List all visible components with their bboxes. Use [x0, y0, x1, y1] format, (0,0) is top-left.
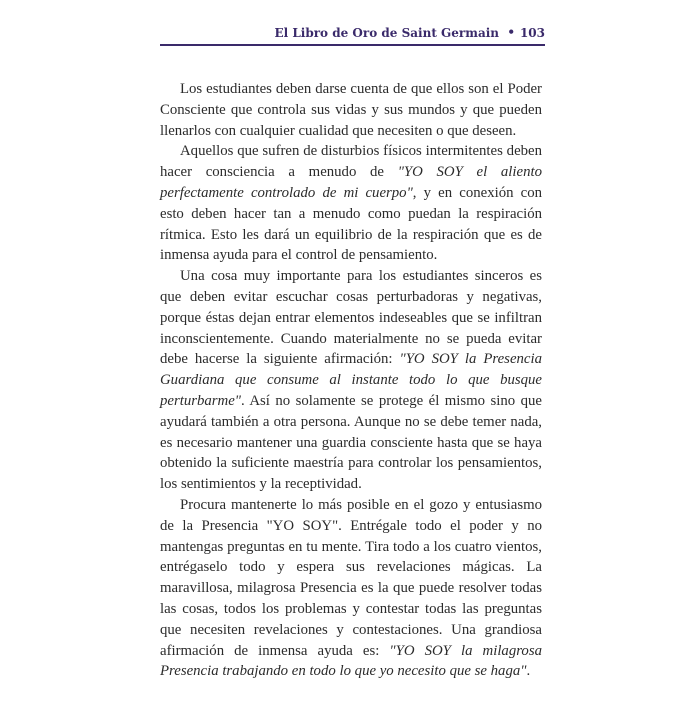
- paragraph-4: [160, 495, 542, 682]
- paragraph-3-before: Una cosa muy importante para los estudiantes sinceros es que deben evitar escuchar cosas perturbadoras y negativas, porque éstas dejan entrar elementos indeseables que se infiltran inconscientemente. Cuando materialmente no se pueda evitar debe hacerse la siguiente afirmación:: [160, 268, 542, 368]
- paragraph-1: [160, 79, 542, 141]
- body-text: [160, 79, 542, 682]
- running-header: [160, 22, 545, 46]
- paragraph-2-affirmation: "YO SOY el aliento perfectamente controlado de mi cuerpo": [160, 164, 542, 201]
- paragraph-2: [160, 141, 542, 266]
- paragraph-3: [160, 266, 542, 495]
- paragraph-2-after: , y en conexión con esto deben hacer tan a menudo como puedan la respiración rítmica. Esto les dará un equilibrio de la respiración que es de inmensa ayuda para el control de pensamiento.: [160, 184, 542, 264]
- paragraph-2-before: Aquellos que sufren de disturbios físicos intermitentes deben hacer consciencia a menudo de: [160, 143, 542, 181]
- paragraph-3-affirmation: "YO SOY la Presencia Guardiana que consume al instante todo lo que busque perturbarme": [160, 351, 542, 409]
- header-separator: •: [507, 25, 515, 39]
- paragraph-4-before: Procura mantenerte lo más posible en el gozo y entusiasmo de la Presencia "YO SOY". Entrégale todo el poder y no mantengas preguntas en tu mente. Tira todo a los cuatro vientos, entrégaselo todo y espera sus revelaciones mágicas. La maravillosa, milagrosa Presencia es la que puede resolver todas las cosas, todos los problemas y contestar todas las preguntas que necesiten revelaciones y contestaciones. Una grandiosa afirmación de inmensa ayuda es:: [160, 496, 542, 659]
- page-number: 103: [519, 26, 545, 40]
- paragraph-4-affirmation: "YO SOY la milagrosa Presencia trabajando en todo lo que yo necesito que se haga": [160, 642, 542, 680]
- running-title: El Libro de Oro de Saint Germain: [274, 26, 499, 40]
- paragraph-4-after: .: [526, 663, 531, 680]
- paragraph-3-after: . Así no solamente se protege él mismo sino que ayudará también a otra persona. Aunque no se debe temer nada, es necesario mantener una guardia consciente hasta que se haya obtenido la suficiente maestría para controlar los pensamientos, los sentimientos y la receptividad.: [160, 392, 542, 493]
- paragraph-1-text: Los estudiantes deben darse cuenta de que ellos son el Poder Consciente que controla sus vidas y sus mundos y que pueden llenarlos con cualquier cualidad que necesiten o que deseen.: [160, 81, 542, 139]
